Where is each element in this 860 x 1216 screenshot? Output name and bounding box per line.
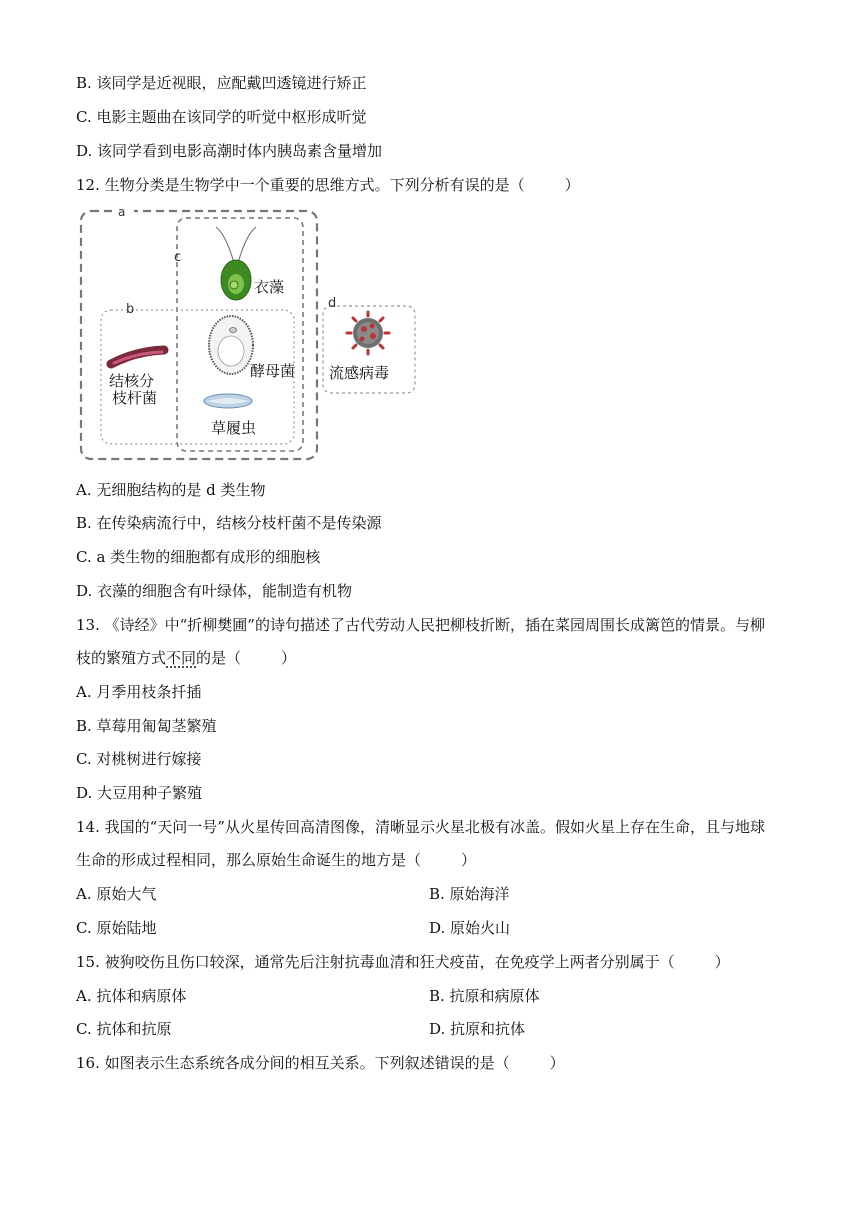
- q13-stem-pre: 枝的繁殖方式: [76, 649, 167, 667]
- mycobacterium-label-1: 结核分: [109, 372, 155, 390]
- q12-stem: [76, 175, 580, 195]
- q15-stem-text: 15. 被狗咬伤且伤口较深，通常先后注射抗毒血清和狂犬疫苗，在免疫学上两者分别属于（: [76, 953, 675, 971]
- q13-option-d: D. 大豆用种子繁殖: [76, 784, 203, 802]
- group-a-label: a: [118, 205, 126, 219]
- q13-stem-line1: 13. 《诗经》中“折柳樊圃”的诗句描述了古代劳动人民把柳枝折断，插在菜园周围长成篱笆的情景。与柳: [76, 616, 765, 634]
- q13-option-a: A. 月季用枝条扦插: [76, 683, 202, 701]
- q14-stem-line2: [76, 850, 476, 870]
- q13-option-b: B. 草莓用匍匐茎繁殖: [76, 717, 217, 735]
- group-d-label: d: [328, 296, 337, 311]
- q12-option-c: C. a 类生物的细胞都有成形的细胞核: [76, 548, 321, 566]
- q12-option-b: B. 在传染病流行中，结核分枝杆菌不是传染源: [76, 514, 382, 532]
- mycobacterium-icon: [111, 350, 164, 364]
- q13-stem-end: ）: [281, 649, 297, 667]
- q16-stem: [76, 1053, 565, 1073]
- q14-option-d: D. 原始火山: [429, 919, 511, 937]
- q15-option-b: B. 抗原和病原体: [429, 987, 540, 1005]
- influenza-virus-icon: [347, 312, 389, 354]
- q15-stem: [76, 952, 730, 972]
- q14-option-b: B. 原始海洋: [429, 885, 510, 903]
- yeast-label: 酵母菌: [250, 362, 296, 380]
- q16-stem-end: ）: [549, 1054, 565, 1072]
- q11-option-d: D. 该同学看到电影高潮时体内胰岛素含量增加: [76, 142, 383, 160]
- paramecium-label: 草履虫: [211, 419, 257, 437]
- q14-option-a: A. 原始大气: [76, 885, 157, 903]
- q12-stem-end: ）: [564, 176, 580, 194]
- q15-stem-end: ）: [714, 953, 730, 971]
- q14-stem-line1: 14. 我国的“天问一号”从火星传回高清图像，清晰显示火星北极有冰盖。假如火星上存在生命，且与地球: [76, 818, 765, 836]
- chlamydomonas-label: 衣藻: [254, 278, 285, 296]
- q15-option-c: C. 抗体和抗原: [76, 1020, 172, 1038]
- yeast-icon: [209, 316, 253, 374]
- q14-stem-end: ）: [461, 851, 477, 869]
- q11-option-c: C. 电影主题曲在该同学的听觉中枢形成听觉: [76, 108, 367, 126]
- q11-option-b: B. 该同学是近视眼，应配戴凹透镜进行矫正: [76, 74, 367, 92]
- mycobacterium-label-2: 枝杆菌: [112, 389, 158, 407]
- classification-diagram: [76, 205, 421, 467]
- q13-stem-post: 的是（: [196, 649, 242, 667]
- q12-option-a: A. 无细胞结构的是 d 类生物: [76, 481, 266, 499]
- group-b-label: b: [126, 302, 135, 317]
- group-c-label: c: [174, 250, 182, 265]
- q14-stem-text: 生命的形成过程相同，那么原始生命诞生的地方是（: [76, 851, 422, 869]
- chlamydomonas-icon: [216, 227, 256, 300]
- q12-stem-text: 12. 生物分类是生物学中一个重要的思维方式。下列分析有误的是（: [76, 176, 525, 194]
- q13-emphasis: 不同: [166, 649, 197, 667]
- q15-option-a: A. 抗体和病原体: [76, 987, 187, 1005]
- q14-option-c: C. 原始陆地: [76, 919, 157, 937]
- q13-stem-line2: [76, 648, 296, 668]
- q15-option-d: D. 抗原和抗体: [429, 1020, 526, 1038]
- q13-option-c: C. 对桃树进行嫁接: [76, 750, 202, 768]
- influenza-virus-label: 流感病毒: [329, 364, 390, 382]
- paramecium-icon: [204, 394, 252, 408]
- group-a-box: [81, 211, 317, 459]
- q16-stem-text: 16. 如图表示生态系统各成分间的相互关系。下列叙述错误的是（: [76, 1054, 510, 1072]
- q12-option-d: D. 衣藻的细胞含有叶绿体，能制造有机物: [76, 582, 353, 600]
